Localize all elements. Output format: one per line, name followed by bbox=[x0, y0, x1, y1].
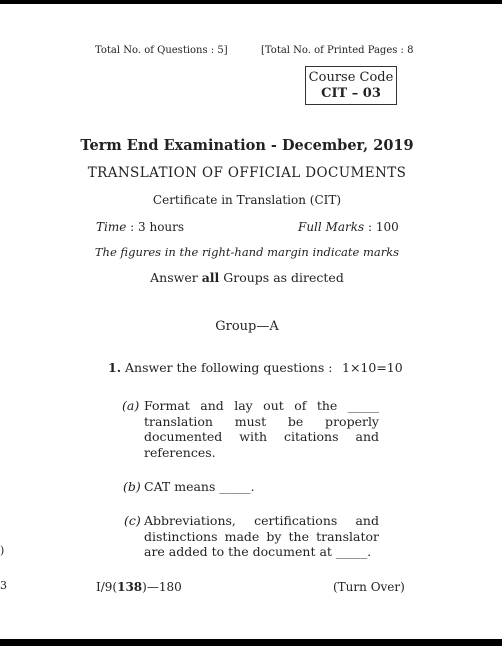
part-c-label: (c) bbox=[124, 513, 141, 528]
part-b-text: CAT means _____. bbox=[144, 479, 255, 494]
subject-title: TRANSLATION OF OFFICIAL DOCUMENTS bbox=[87, 165, 407, 181]
paper-code bbox=[96, 580, 182, 594]
question-marks: 1×10=10 bbox=[342, 360, 403, 375]
question-text: Answer the following questions : bbox=[125, 360, 333, 375]
total-questions: Total No. of Questions : 5] bbox=[95, 45, 228, 56]
course-code-box bbox=[305, 66, 397, 105]
part-a-label: (a) bbox=[122, 398, 140, 413]
instruction-pre: Answer bbox=[150, 270, 202, 285]
scan-top-edge bbox=[0, 0, 502, 4]
paper-code-pre: I/9( bbox=[96, 580, 118, 594]
full-marks bbox=[298, 220, 399, 234]
time-label: Time bbox=[96, 220, 127, 234]
left-edge-page-mark: 3 bbox=[0, 579, 7, 592]
scan-bottom-edge bbox=[0, 639, 502, 646]
part-c-text: Abbreviations, certifications and distinctions made by the translator are added to the document at _____. bbox=[144, 513, 379, 559]
course-code-value: CIT – 03 bbox=[321, 86, 381, 101]
left-edge-mark: ) bbox=[0, 544, 5, 557]
answer-instruction bbox=[0, 270, 494, 285]
full-marks-label: Full Marks bbox=[298, 220, 365, 234]
course-code-label: Course Code bbox=[308, 70, 394, 85]
full-marks-value: : 100 bbox=[367, 220, 399, 234]
marks-note: The figures in the right-hand margin indicate marks bbox=[94, 245, 400, 259]
total-printed-pages: [Total No. of Printed Pages : 8 bbox=[261, 45, 414, 56]
group-heading: Group—A bbox=[215, 319, 279, 334]
turn-over: (Turn Over) bbox=[333, 580, 405, 594]
instruction-post: Groups as directed bbox=[219, 270, 344, 285]
programme-title: Certificate in Translation (CIT) bbox=[152, 193, 342, 207]
part-b-label: (b) bbox=[123, 479, 141, 494]
time-allowed bbox=[96, 220, 184, 234]
paper-code-post: )—180 bbox=[142, 580, 182, 594]
paper-code-bold: 138 bbox=[117, 580, 143, 594]
exam-title: Term End Examination - December, 2019 bbox=[80, 137, 414, 154]
instruction-bold: all bbox=[201, 270, 220, 285]
question-number: 1. bbox=[108, 360, 122, 375]
part-a-text: Format and lay out of the _____ translation must be properly documented with citations and references. bbox=[144, 398, 379, 460]
time-value: : 3 hours bbox=[130, 220, 185, 234]
